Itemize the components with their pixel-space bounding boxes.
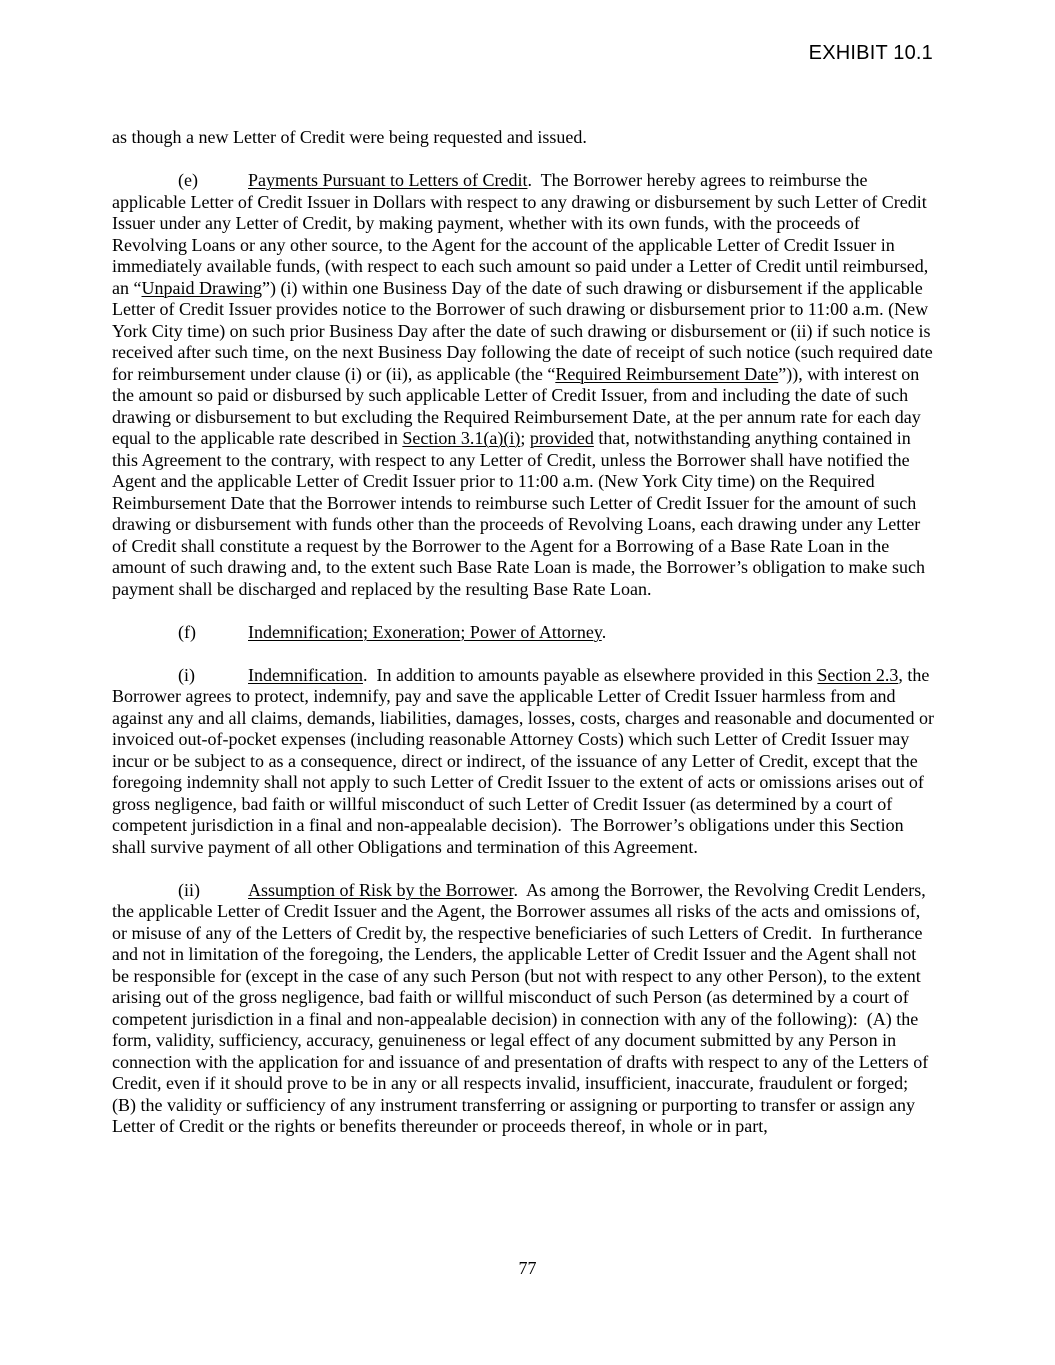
text-run: ; (520, 428, 530, 448)
underlined-text: Payments Pursuant to Letters of Credit (248, 170, 528, 190)
underlined-text: Indemnification (248, 664, 363, 685)
paragraph-e-payments-pursuant (112, 170, 936, 600)
underlined-text: Indemnification; Exoneration; Power of Attorney (248, 621, 602, 642)
underlined-text: Assumption of Risk by the Borrower (248, 879, 514, 900)
text-run: . The Borrower hereby agrees to reimburse the applicable Letter of Credit Issuer in Dollars with respect to any drawing or disbursement by such Letter of Credit Issuer under any Letter of Credit, by making payment, whether with its own funds, with the proceeds of Revolving Loans or any other source, to the Agent for the account of the applicable Letter of Credit Issuer in immediately available funds, (with respect to each such amount so paid under a Letter of Credit until reimbursed, an “ (112, 170, 929, 298)
text-run: . (601, 621, 607, 642)
text-run: that, notwithstanding anything contained in this Agreement to the contrary, with respect to any Letter of Credit, unless the Borrower shall have notified the Agent and the applicable Letter of Credit Issuer prior to 11:00 a.m. (New York City time) on the Required Reimbursement Date that the Borrower intends to reimburse such Letter of Credit Issuer for the amount of such drawing or disbursement with funds other than the proceeds of Revolving Loans, each drawing under any Letter of Credit shall constitute a request by the Borrower to the Agent for a Borrowing of a Base Rate Loan in the amount of such drawing and, to the extent such Base Rate Loan is made, the Borrower’s obligation to make such payment shall be discharged and replaced by the resulting Base Rate Loan. (112, 428, 925, 599)
paragraph-label: (e) (178, 170, 198, 190)
paragraph-label: (ii) (178, 879, 200, 900)
underlined-text: Unpaid Drawing (141, 277, 262, 298)
underlined-text: Section 3.1(a)(i) (402, 428, 521, 448)
paragraph-f-heading (112, 622, 936, 644)
underlined-text: provided (529, 428, 594, 448)
paragraph-label: (f) (178, 621, 196, 642)
exhibit-header: EXHIBIT 10.1 (808, 42, 933, 64)
underlined-text: Required Reimbursement Date (555, 363, 779, 384)
underlined-text: Section 2.3 (817, 664, 899, 685)
text-run: . As among the Borrower, the Revolving Credit Lenders, the applicable Letter of Credit Issuer and the Agent, the Borrower assumes all risks of the acts and omissions of, or misuse of any of the Letters of Credit by, the respective beneficiaries of such Letters of Credit. In furtherance and not in limitation of the foregoing, the Lenders, the applicable Letter of Credit Issuer and the Agent shall not be responsible for (except in the case of any such Person (but not with respect to any other Person), to the extent arising out of the gross negligence, bad faith or willful misconduct of such Person (as determined by a court of competent jurisdiction in a final and non-appealable decision) in connection with any of the following): (A) the form, validity, sufficiency, accuracy, genuineness or legal effect of any document submitted by any Person in connection with the application for and issuance of and presentation of drafts with respect to any of the Letters of Credit, even if it should prove to be in any or all respects invalid, insufficient, inaccurate, fraudulent or forged; (B) the validity or sufficiency of any instrument transferring or assigning or purporting to transfer or assign any Letter of Credit or the rights or benefits thereunder or proceeds thereof, in whole or in part, (112, 879, 929, 1136)
document-body (112, 127, 936, 1138)
page-number: 77 (518, 1258, 537, 1278)
text-run: ”) (i) within one Business Day of the date of such drawing or disbursement if the applicable Letter of Credit Issuer provides notice to the Borrower of such drawing or disbursement prior to 11:00 a.m. (New York City time) on such prior Business Day after the date of such drawing or disbursement or (ii) if such notice is received after such time, on the next Business Day following the date of receipt of such notice (such required date for reimbursement under clause (i) or (ii), as applicable (the “ (112, 277, 933, 384)
text-run: , the Borrower agrees to protect, indemnify, pay and save the applicable Letter of Credit Issuer harmless from and against any and all claims, demands, liabilities, damages, losses, costs, charges and reasonable and documented or invoiced out-of-pocket expenses (including reasonable Attorney Costs) which such Letter of Credit Issuer may incur or be subject to as a consequence, direct or indirect, of the issuance of any Letter of Credit, except that the foregoing indemnity shall not apply to such Letter of Credit Issuer to the extent of acts or omissions arises out of gross negligence, bad faith or willful misconduct of such Letter of Credit Issuer (as determined by a court of competent jurisdiction in a final and non-appealable decision). The Borrower’s obligations under this Section shall survive payment of all other Obligations and termination of this Agreement. (112, 664, 934, 857)
paragraph-f-i-indemnification (112, 665, 936, 859)
paragraph-intro (112, 127, 936, 149)
text-run: ”)), with interest on the amount so paid or disbursed by such applicable Letter of Credit Issuer, from and including the date of such drawing or disbursement to but excluding the Required Reimbursement Date, at the per annum rate for each day equal to the applicable rate described in (112, 363, 921, 448)
paragraph-label: (i) (178, 664, 195, 685)
text-run: . In addition to amounts payable as elsewhere provided in this (362, 664, 818, 685)
paragraph-f-ii-assumption-of-risk (112, 880, 936, 1138)
text-run: as though a new Letter of Credit were being requested and issued. (112, 127, 587, 147)
